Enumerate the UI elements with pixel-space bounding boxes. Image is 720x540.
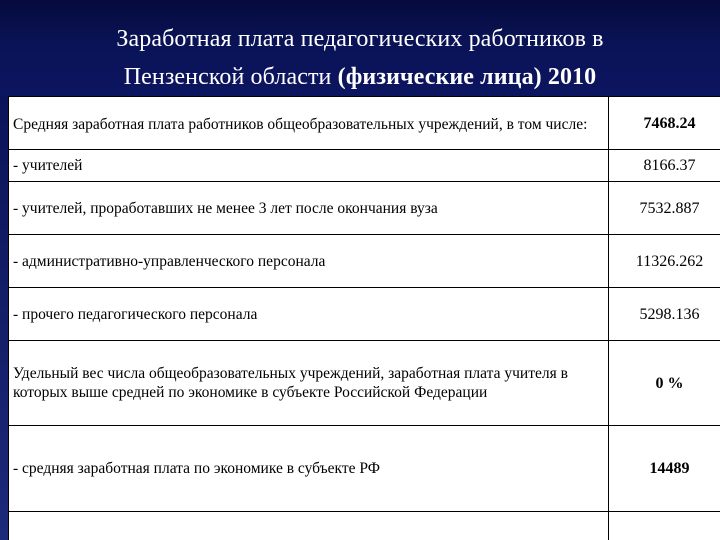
row-label: - средняя заработная плата по экономике в субъекте РФ (9, 426, 609, 512)
row-value: 11326.262 (609, 235, 720, 288)
table-row (9, 288, 720, 341)
row-value: 7532.887 (609, 182, 720, 235)
slide-title-line-1: Заработная плата педагогических работников в (116, 26, 604, 52)
table-row (9, 150, 720, 182)
slide-header (0, 0, 720, 96)
slide-title-line-2 (0, 58, 720, 96)
title-bold-suffix: (физические лица) 2010 (337, 64, 597, 90)
row-label: - административно-управленческого персонала (9, 235, 609, 288)
row-label (9, 512, 609, 540)
row-value: 5298.136 (609, 288, 720, 341)
title-region: Пензенской области (123, 64, 332, 90)
left-accent-bar (0, 96, 8, 540)
row-value: 14489 (609, 426, 720, 512)
table-row (9, 426, 720, 512)
table-row (9, 182, 720, 235)
table-row (9, 512, 720, 540)
row-label: Удельный вес числа общеобразовательных учреждений, заработная плата учителя в которых выше средней по экономике в субъекте Российской Федерации (9, 341, 609, 426)
row-value: 0 % (609, 341, 720, 426)
table-row (9, 97, 720, 150)
table-row (9, 235, 720, 288)
salary-table (8, 96, 720, 540)
row-label: Средняя заработная плата работников общеобразовательных учреждений, в том числе: (9, 97, 609, 150)
row-value: 8166.37 (609, 150, 720, 182)
row-label: - прочего педагогического персонала (9, 288, 609, 341)
row-label: - учителей, проработавших не менее 3 лет после окончания вуза (9, 182, 609, 235)
table-row (9, 341, 720, 426)
row-value (609, 512, 720, 540)
row-value: 7468.24 (609, 97, 720, 150)
row-label: - учителей (9, 150, 609, 182)
